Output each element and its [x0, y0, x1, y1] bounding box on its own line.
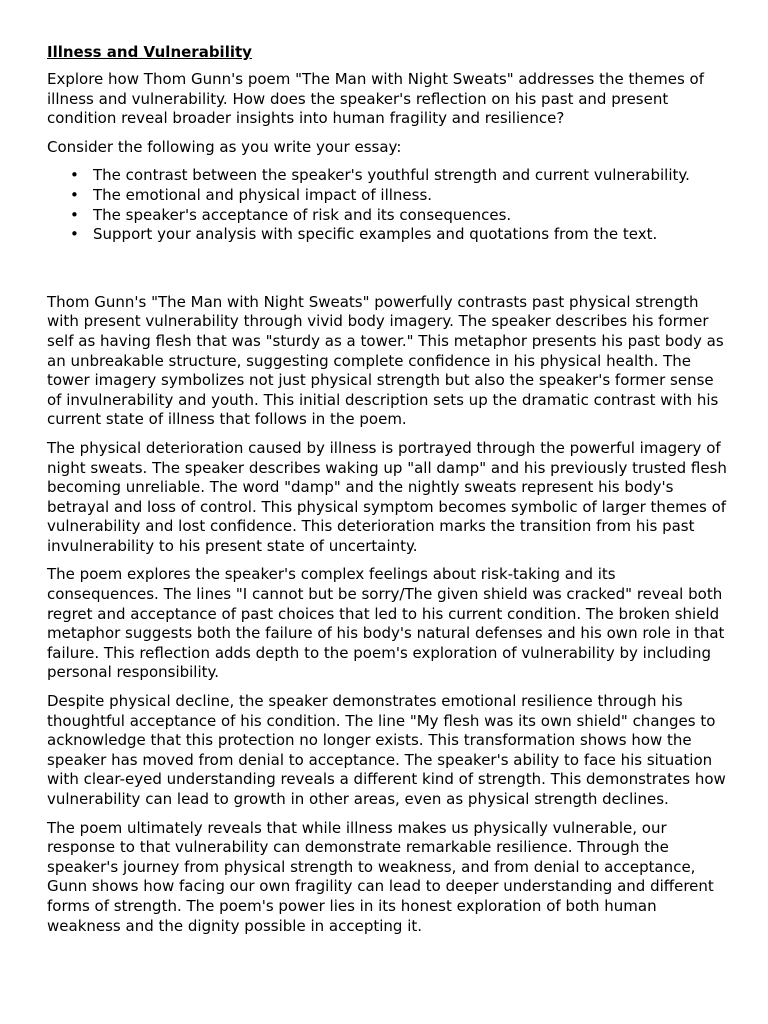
bullet-icon: •: [70, 185, 79, 204]
list-item: [47, 166, 728, 186]
section-gap: [47, 245, 728, 293]
list-item-text: The contrast between the speaker's youthful strength and current vulnerability.: [93, 166, 690, 185]
consider-intro: Consider the following as you write your essay:: [47, 137, 402, 156]
list-item-text: Support your analysis with specific examples and quotations from the text.: [93, 225, 658, 244]
bullet-icon: •: [70, 166, 79, 185]
essay-paragraph: The poem explores the speaker's complex feelings about risk-taking and its consequences. The lines "I cannot but be sorry/The given shield was cracked" reveal both regret and acceptance of past choices that led to his current condition. The broken shield metaphor suggests both the failure of his body's natural defenses and his own role in that failure. This reflection adds depth to the poem's exploration of vulnerability by including personal responsibility.: [47, 565, 725, 682]
essay-paragraph: Thom Gunn's "The Man with Night Sweats" powerfully contrasts past physical strength with present vulnerability through vivid body imagery. The speaker describes his former self as having flesh that was "sturdy as a tower." This metaphor presents his past body as an unbreakable structure, suggesting complete confidence in his physical health. The tower imagery symbolizes not just physical strength but also the speaker's former sense of invulnerability and youth. This initial description sets up the dramatic contrast with his current state of illness that follows in the poem.: [47, 292, 724, 429]
list-item: [47, 186, 728, 206]
essay-prompt: Explore how Thom Gunn's poem "The Man with Night Sweats" addresses the themes of illness and vulnerability. How does the speaker's reflection on his past and present condition reveal broader insights into human fragility and resilience?: [47, 70, 704, 128]
bullet-icon: •: [70, 225, 79, 244]
page-title: Illness and Vulnerability: [47, 43, 252, 61]
list-item: [47, 206, 728, 226]
essay-paragraph: The physical deterioration caused by illness is portrayed through the powerful imagery of night sweats. The speaker describes waking up "all damp" and his previously trusted flesh becoming unreliable. The word "damp" and the nightly sweats represent his body's betrayal and loss of control. This physical symptom becomes symbolic of larger themes of vulnerability and lost confidence. This deterioration marks the transition from his past invulnerability to his present state of uncertainty.: [47, 438, 727, 555]
consider-list: [47, 166, 728, 244]
essay-paragraph: The poem ultimately reveals that while illness makes us physically vulnerable, our response to that vulnerability can demonstrate remarkable resilience. Through the speaker's journey from physical strength to weakness, and from denial to acceptance, Gunn shows how facing our own fragility can lead to deeper understanding and different forms of strength. The poem's power lies in its honest exploration of both human weakness and the dignity possible in accepting it.: [47, 818, 714, 935]
essay-body: [47, 293, 728, 936]
list-item: [47, 225, 728, 245]
list-item-text: The speaker's acceptance of risk and its consequences.: [93, 205, 512, 224]
essay-paragraph: Despite physical decline, the speaker demonstrates emotional resilience through his thoughtful acceptance of his condition. The line "My flesh was its own shield" changes to acknowledge that this protection no longer exists. This transformation shows how the speaker has moved from denial to acceptance. The speaker's ability to face his situation with clear-eyed understanding reveals a different kind of strength. This demonstrates how vulnerability can lead to growth in other areas, even as physical strength declines.: [47, 692, 726, 808]
list-item-text: The emotional and physical impact of illness.: [93, 185, 433, 204]
bullet-icon: •: [70, 205, 79, 224]
